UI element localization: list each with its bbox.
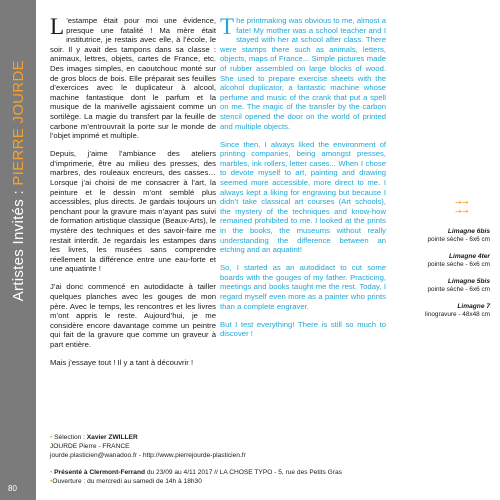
- artist-line: JOURDE Pierre - FRANCE: [50, 443, 130, 451]
- page-number: 80: [8, 484, 17, 493]
- english-dropcap: T: [220, 14, 235, 39]
- artwork-captions: [392, 228, 490, 328]
- french-dropcap: L: [50, 14, 65, 39]
- caption-detail: pointe sèche - 6x6 cm: [427, 286, 490, 293]
- caption-title: Limagne 5bis: [447, 278, 490, 285]
- caption-detail: linogravure - 48x48 cm: [424, 311, 490, 318]
- sidebar: [0, 0, 36, 500]
- bullet-icon: •: [50, 477, 53, 485]
- french-paragraph: Mais j’essaye tout ! Il y a tant à découvrir !: [50, 358, 194, 368]
- bullet-icon: •: [50, 434, 53, 441]
- double-arrow-icon: →→: [455, 198, 469, 207]
- caption-title: Limagne 4ter: [448, 253, 490, 260]
- french-paragraph-text: ’estampe était pour moi une évidence, presque une fatalité ! Ma mère était institutrice, je restais avec elle, à l’école, le soir. Il y avait des tampons dans sa classe : animaux, lettres, objets, cartes de France, etc. Des images simples, en caoutchouc monté sur de gros blocs de bois. Elle préparait ses feuilles d’exercices avec le duplicateur à alcool, machine fantastique dont le parfum et la musique de la manivelle agissaient comme un sortilège. La magie du transfert par la feuille de carbone m’entrouvrait la porte sur le monde de l’objet imprimé et multiple.: [50, 16, 216, 141]
- footer-info: [50, 433, 390, 486]
- selection-label: Sélection :: [54, 434, 87, 441]
- bullet-icon: •: [50, 468, 53, 476]
- presented-label: Présenté à Clermont-Ferrand: [54, 468, 146, 476]
- caption-detail: pointe sèche - 6x6 cm: [427, 261, 490, 268]
- english-paragraph-text: he printmaking was obvious to me, almost a fate! My mother was a school teacher and I stayed with her at school after class. There were stamps there such as animals, letters, objects, maps of France... Simple pictures made of rubber assembled on large blocks of wood. She used to prepare exercise sheets with the alcohol duplicator, a fantastic machine whose perfume and music of the crank that put a spell on me. The magic of the transfer by the carbon stencil opened the door on the world of printed and multiple objects.: [220, 16, 386, 131]
- french-paragraph: [50, 16, 216, 141]
- opening-hours-text: Ouverture : du mercredi au samedi de 14h à 18h30: [52, 477, 202, 485]
- title-artist-name: PIERRE JOURDE: [9, 60, 27, 186]
- english-text-column: [220, 16, 386, 347]
- double-arrow-icon: →→: [455, 207, 469, 216]
- french-text-column: [50, 16, 216, 376]
- caption-title: Limagne 7: [457, 303, 490, 310]
- caption: [392, 253, 490, 269]
- english-paragraph: So, I started as an autodidact to cut some boards with the gouges of my father. Practicing, meetings and books taught me the rest. Today, I regard myself even more as a painter who prints than a complete engraver.: [220, 263, 386, 311]
- vertical-title: [3, 60, 33, 360]
- opening-hours-line: [50, 477, 390, 486]
- presented-details: du 23/09 au 4/11 2017 // LA CHOSE TYPO - 5, rue des Petits Gras: [145, 468, 342, 476]
- english-paragraph: But I test everything! There is still so much to discover !: [220, 319, 386, 339]
- english-paragraph: [220, 16, 386, 131]
- vertical-title-text: [10, 60, 27, 301]
- caption-detail: pointe sèche - 6x6 cm: [427, 236, 490, 243]
- contact-line[interactable]: jourde.plasticien@wanadoo.fr - http://www.pierrejourde-plasticien.fr: [50, 452, 246, 460]
- selection-line: [50, 433, 390, 442]
- caption-title: Limagne 6bis: [447, 228, 490, 235]
- selection-name: Xavier ZWILLER: [86, 434, 138, 441]
- caption: [392, 228, 490, 244]
- french-paragraph: Depuis, j’aime l’ambiance des ateliers d’imprimerie, être au milieu des presses, des marbres, des rouleaux encreurs, des casses… Lorsque j’ai choisi de me consacrer à l’art, la peinture et le dessin m’ont semblé plus accessibles, plus directs. Je gardais toujours un penchant pour la gravure mais n’ayant pas suivi de formation artistique classique (Beaux-Arts), le mystère des techniques et des savoir-faire me restait interdit. Je regardais les estampes dans les livres, les musées sans comprendre réellement la différence entre une eau-forte et une aquatinte !: [50, 149, 216, 274]
- french-paragraph: J’ai donc commencé en autodidacte à tailler quelques planches avec les gouges de mon père. Avec le temps, les rencontres et les livres m’ont appris le reste. Aujourd’hui, je me considère encore davantage comme un peintre qui fait de la gravure que comme un graveur à part entière.: [50, 282, 216, 349]
- english-paragraph: Since then, I always liked the environment of printing companies, being amongst presses, marbles, ink rollers, letter cases... When I chose to devote myself to art, painting and drawing seemed more accessible, more direct to me. I always kept a liking for engraving but because I didn’t take classical art courses (Art schools), the mystery of the techniques and know-how remained prohibited to me. I looked at the prints in the books, the museums without really understanding the difference between an etching and an aquatint!: [220, 139, 386, 255]
- arrow-icons: [455, 198, 468, 216]
- caption: [392, 303, 490, 319]
- presented-line: [50, 468, 390, 477]
- caption: [392, 278, 490, 294]
- title-prefix: Artistes Invités :: [9, 185, 27, 302]
